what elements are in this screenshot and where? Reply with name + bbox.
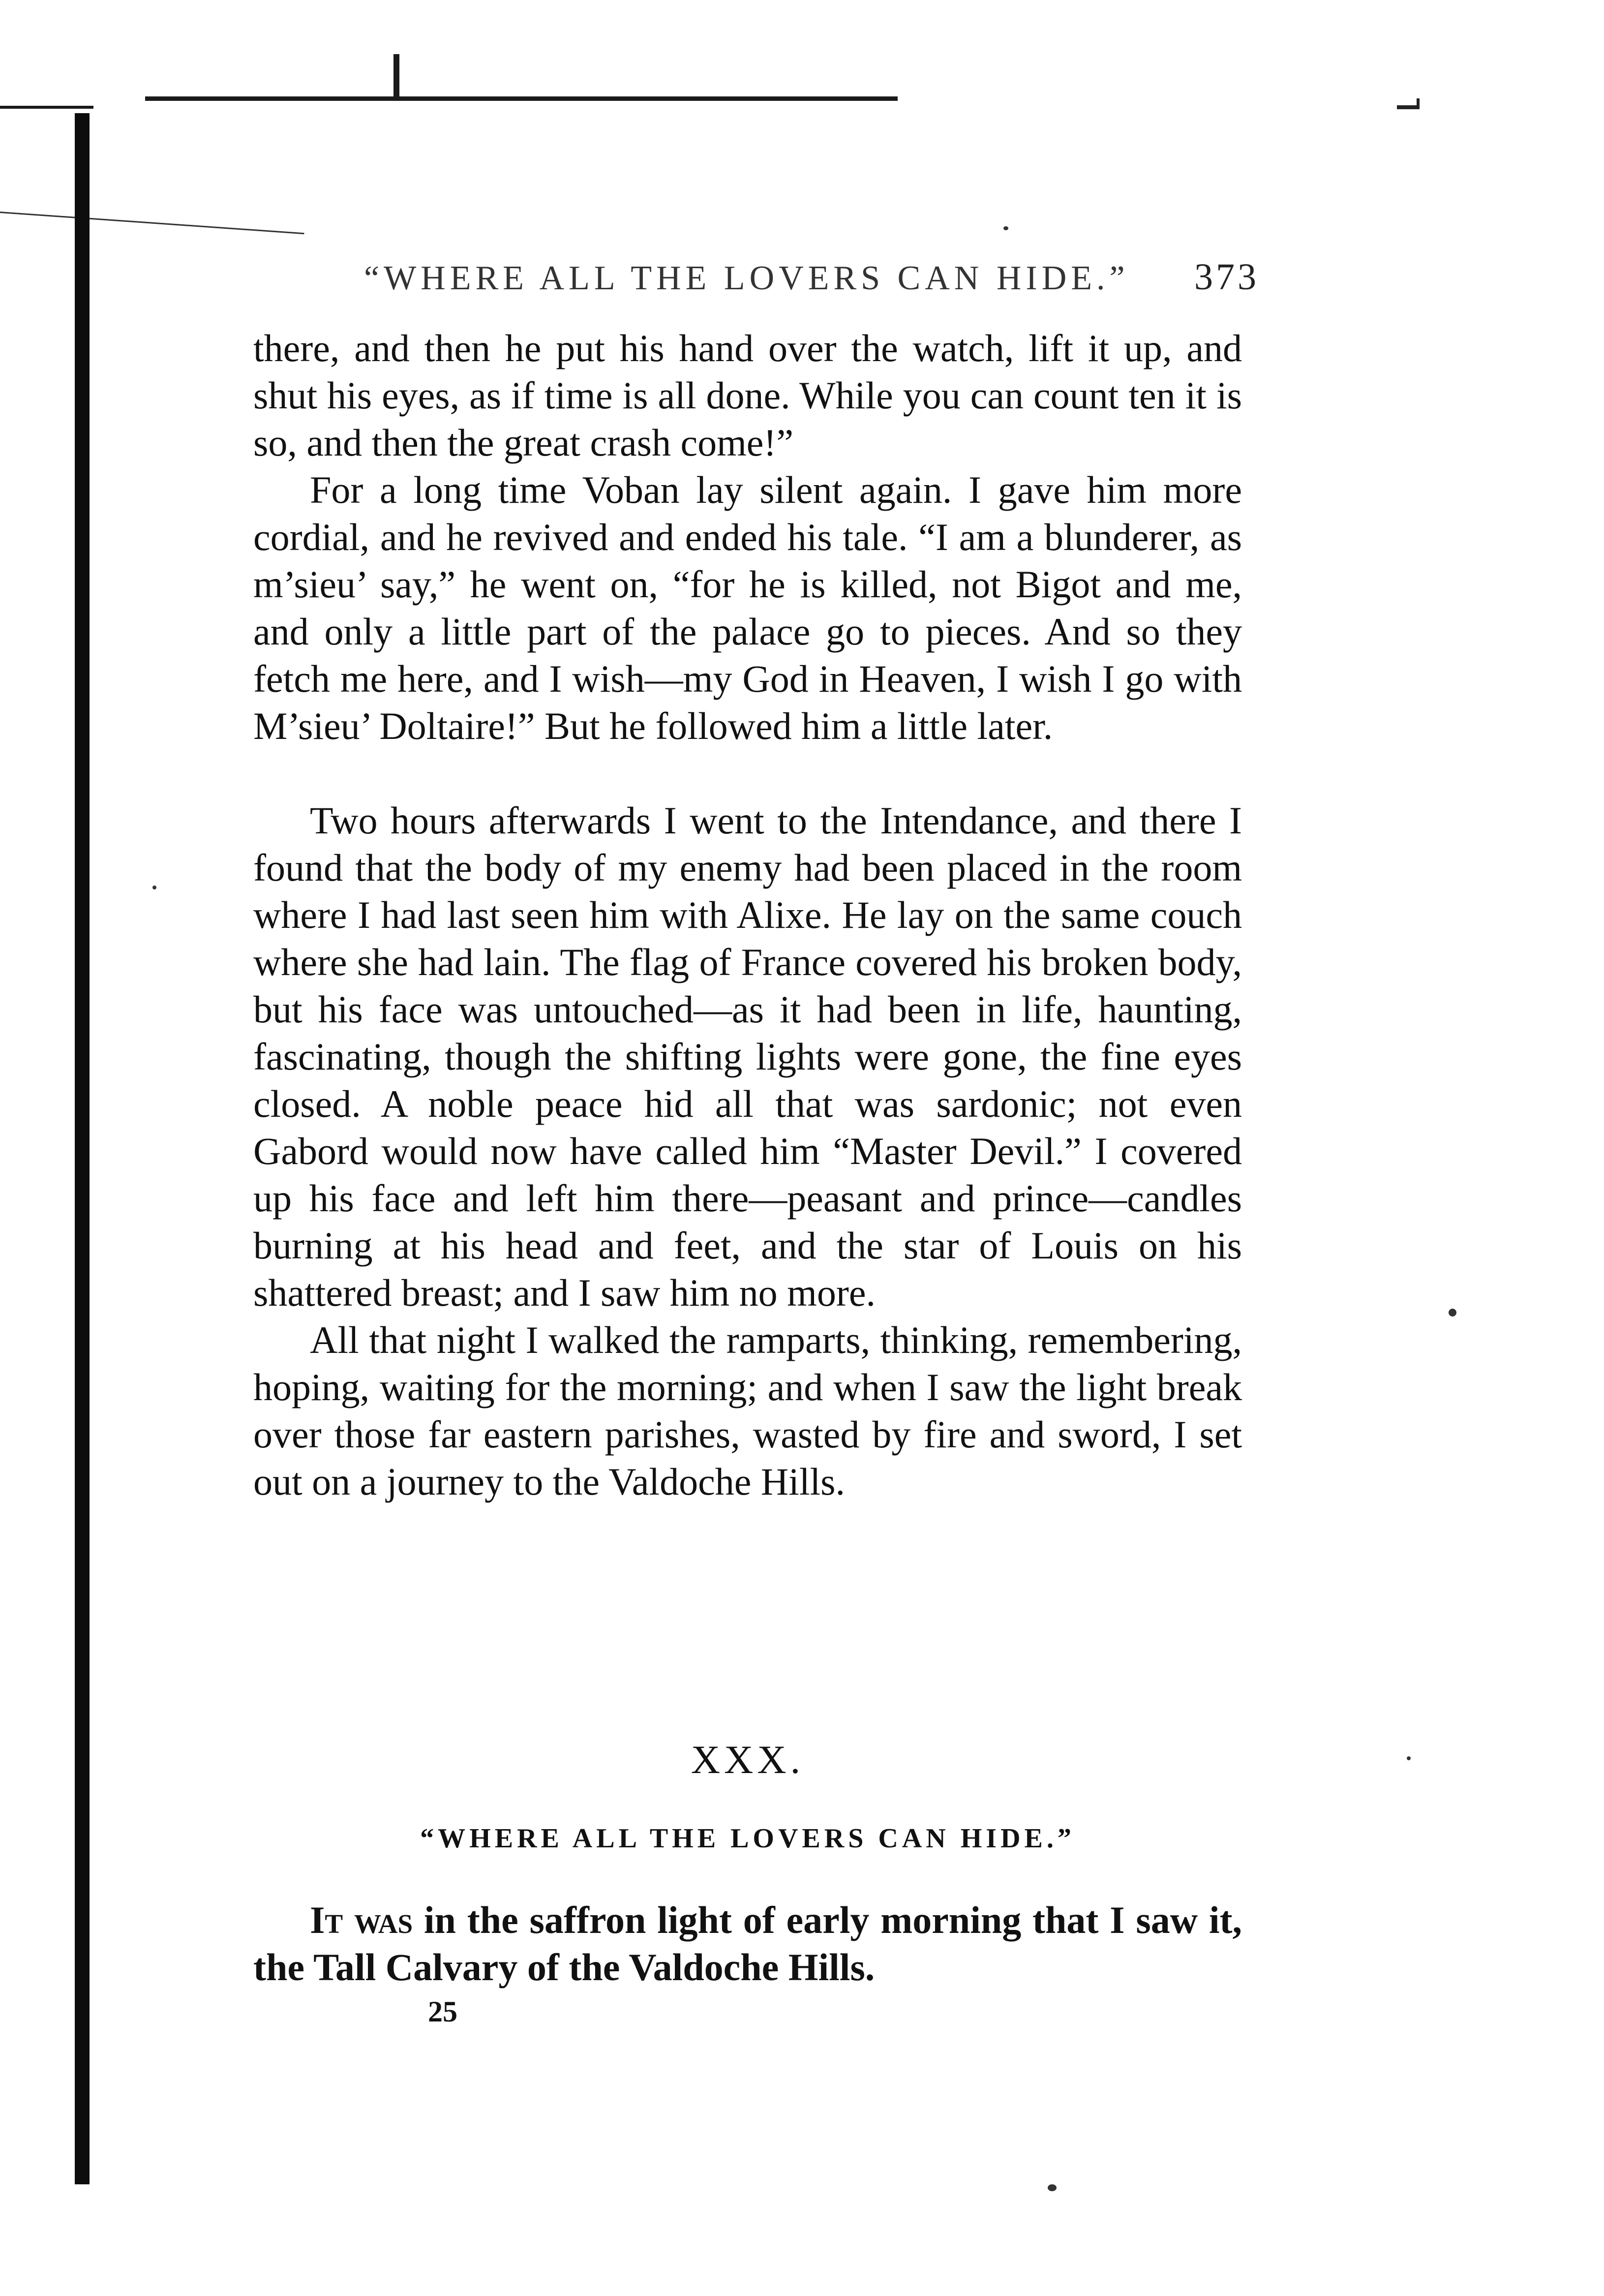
scan-speck: [1449, 1309, 1456, 1316]
scan-left-rule: [0, 106, 93, 109]
scan-top-mark: [393, 54, 399, 98]
scan-speck: [1048, 2184, 1057, 2191]
chapter-title: “WHERE ALL THE LOVERS CAN HIDE.”: [420, 1823, 1075, 1854]
paragraph: For a long time Voban lay silent again. I gave him more cordial, and he revived and ended his tale. “I am a blunderer, as m’sieu’ say,” he went on, “for he is killed, not Bigot and me, and only a little part of the palace go to pieces. And so they fetch me here, and I wish—my God in Heaven, I wish I go with M’sieu’ Doltaire!” But he followed him a little later.: [253, 468, 1242, 747]
scan-top-rule: [145, 96, 898, 101]
opening-text: in the saffron light of early morning that I saw it, the Tall Calvary of the Valdoche Hills.: [253, 1898, 1242, 1989]
body-text: [253, 325, 1242, 1505]
chapter-opening-paragraph: [253, 1897, 1242, 1991]
chapter-number: XXX.: [691, 1737, 805, 1782]
paragraph: All that night I walked the ramparts, thinking, remembering, hoping, waiting for the morning; and when I saw the light break over those far eastern parishes, wasted by fire and sword, I set out on a journey to the Valdoche Hills.: [253, 1318, 1242, 1503]
paragraph: Two hours afterwards I went to the Intendance, and there I found that the body of my enemy had been placed in the room where I had last seen him with Alixe. He lay on the same couch where she had lain. The flag of France covered his broken body, but his face was untouched—as it had been in life, haunting, fascinating, though the shifting lights were gone, the fine eyes closed. A noble peace hid all that was sardonic; not even Gabord would now have called him “Master Devil.” I covered up his face and left him there—peasant and prince—candles burning at his head and feet, and the star of Louis on his shattered breast; and I saw him no more.: [253, 799, 1242, 1314]
signature-mark: 25: [428, 1995, 457, 2028]
running-head: [364, 256, 1259, 300]
page-number: 373: [1194, 256, 1259, 298]
scan-diagonal-line: [0, 212, 304, 234]
scan-corner-mark: [1397, 98, 1420, 109]
running-head-title: “WHERE ALL THE LOVERS CAN HIDE.”: [364, 259, 1129, 297]
scan-speck: [152, 886, 156, 889]
scan-speck: [1407, 1756, 1411, 1760]
binding-edge: [75, 113, 90, 2184]
scan-speck: [1003, 226, 1008, 230]
paragraph-continuation: there, and then he put his hand over the watch, lift it up, and shut his eyes, as if time is all done. While you can count ten it is so, and then the great crash come!”: [253, 327, 1242, 464]
opening-lead-words: It was: [310, 1898, 413, 1941]
